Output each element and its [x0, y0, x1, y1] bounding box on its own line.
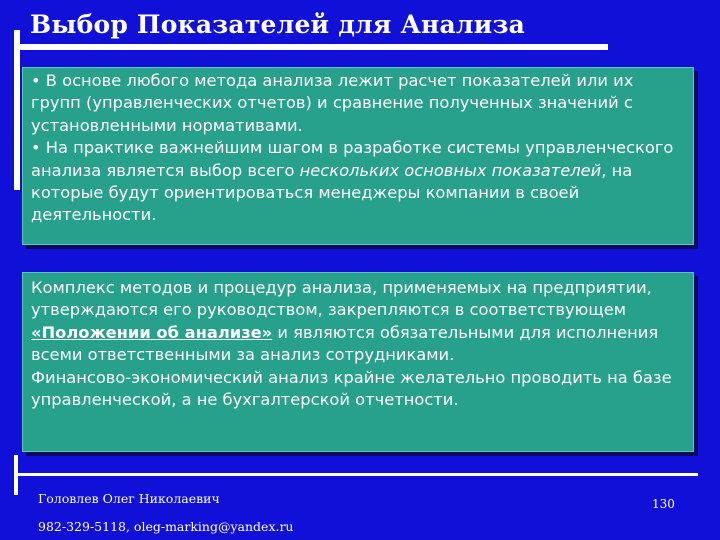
text-box-regulations — [22, 272, 694, 452]
bullet-2-text-start: • На практике важнейшим шагом в разработке системы управленческого анализа является выбор всего — [31, 138, 674, 180]
paragraph-financial-analysis: Финансово-экономический анализ крайне желательно проводить на базе управленческой, а не бухгалтерской отчетности. — [31, 367, 672, 410]
slide-title: Выбор Показателей для Анализа — [30, 10, 526, 39]
title-underline — [18, 44, 608, 50]
decorative-vertical-rule-bottom — [14, 455, 18, 495]
bullet-paragraph-2 — [31, 137, 685, 227]
bullet-2-text-end: , на которые будут ориентироваться менеджеры компании в своей деятельности. — [31, 160, 633, 225]
footer-divider — [18, 473, 698, 476]
paragraph-regulations — [31, 277, 685, 367]
footer-author: Головлев Олег Николаевич — [38, 491, 220, 506]
page-number: 130 — [652, 497, 675, 511]
bullet-2-emphasis: нескольких основных показателей — [299, 160, 602, 180]
paragraph-regulations-start: Комплекс методов и процедур анализа, применяемых на предприятии, утверждаются его руководством, закрепляются в соответствующем — [31, 278, 652, 320]
footer-contact: 982-329-5118, oleg-marking@yandex.ru — [38, 519, 294, 534]
bullet-paragraph-1: • В основе любого метода анализа лежит расчет показателей или их групп (управленческих отчетов) и сравнение полученных значений с установленными нормативами. — [31, 71, 634, 135]
decorative-vertical-rule — [14, 30, 20, 190]
regulation-link[interactable]: «Положении об анализе» — [31, 322, 273, 342]
text-box-methods — [22, 67, 694, 245]
paragraph-regulations-end: и являются обязательными для исполнения всеми ответственными за анализ сотрудниками. — [31, 322, 659, 365]
